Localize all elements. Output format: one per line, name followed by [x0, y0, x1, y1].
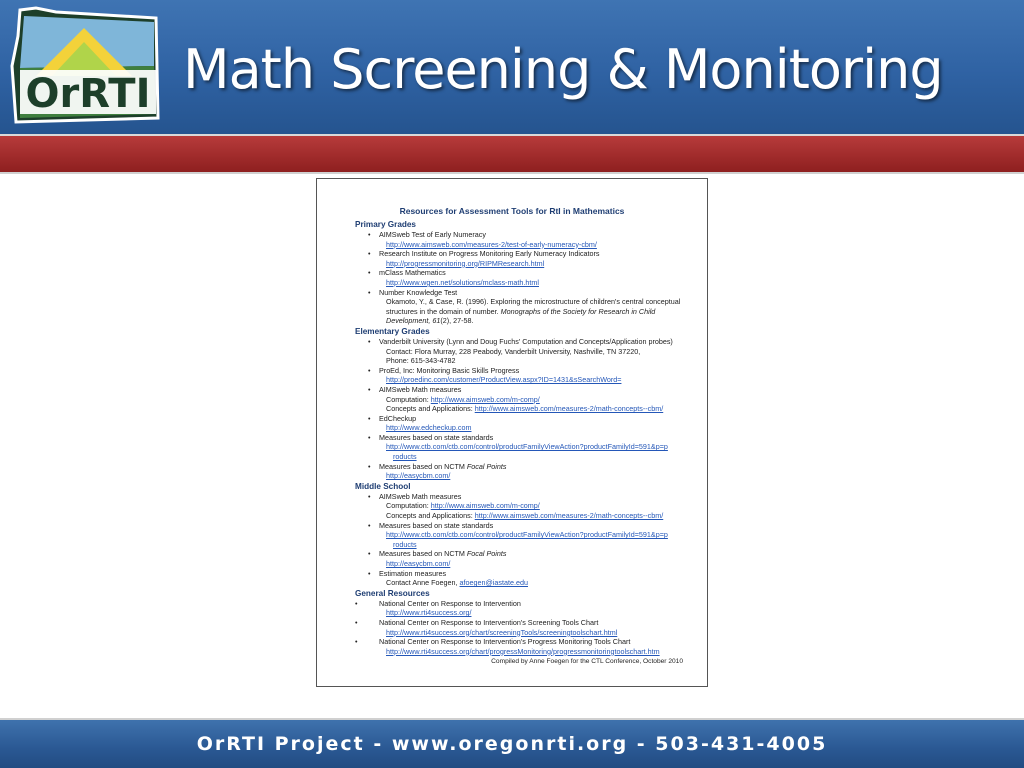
credit-line: Compiled by Anne Foegen for the CTL Conference, October 2010 [491, 658, 683, 666]
list-item: • Measures based on state standards [355, 521, 695, 531]
list-item: • AIMSweb Test of Early Numeracy [355, 230, 695, 240]
citation-line: structures in the domain of number. Monographs of the Society for Research in Child [386, 306, 656, 316]
resource-link[interactable]: http://www.edcheckup.com [386, 423, 472, 433]
list-item: • Measures based on NCTM Focal Points [355, 462, 695, 472]
resource-link[interactable]: http://www.aimsweb.com/m-comp/ [430, 394, 540, 404]
computation-line: Computation: http://www.aimsweb.com/m-comp/ [386, 501, 540, 511]
list-item: • National Center on Response to Intervention's Screening Tools Chart [355, 618, 695, 628]
footer-text: OrRTI Project - www.oregonrti.org - 503-431-4005 [196, 733, 828, 755]
slide-title: Math Screening & Monitoring [183, 38, 943, 101]
list-item: • EdCheckup [355, 414, 695, 424]
document-title: Resources for Assessment Tools for RtI in Mathematics [399, 206, 625, 216]
list-item: • National Center on Response to Intervention [355, 599, 695, 609]
citation-line: Okamoto, Y., & Case, R. (1996). Exploring the microstructure of children's central conceptual [386, 297, 681, 307]
section-heading-primary: Primary Grades [355, 220, 416, 229]
resource-link[interactable]: http://www.ctb.com/ctb.com/control/productFamilyViewAction?productFamilyId=591&p=p [386, 442, 668, 452]
logo-text: OrRTI [25, 71, 151, 117]
section-heading-general: General Resources [355, 588, 430, 598]
email-link[interactable]: afoegen@iastate.edu [459, 578, 528, 588]
orrti-logo [6, 6, 166, 128]
general-list [355, 599, 695, 657]
footer-bar [0, 718, 1024, 768]
resource-link[interactable]: http://proedinc.com/customer/ProductView.aspx?ID=1431&sSearchWord= [386, 375, 622, 385]
list-item: • Vanderbilt University (Lynn and Doug Fuchs' Computation and Concepts/Application probes) [355, 337, 695, 347]
section-heading-elementary: Elementary Grades [355, 326, 430, 336]
list-item: • AIMSweb Math measures [355, 385, 695, 395]
list-item: • Measures based on NCTM Focal Points [355, 549, 695, 559]
list-item: • mClass Mathematics [355, 268, 695, 278]
resource-link[interactable]: http://www.aimsweb.com/measures-2/math-concepts--cbm/ [474, 511, 664, 521]
phone-line: Phone: 615-343-4782 [386, 356, 456, 366]
resource-link[interactable]: http://www.rti4success.org/ [386, 608, 472, 618]
list-item: • Research Institute on Progress Monitoring Early Numeracy Indicators [355, 249, 695, 259]
concepts-line: Concepts and Applications: http://www.aimsweb.com/measures-2/math-concepts--cbm/ [386, 404, 664, 414]
list-item: • ProEd, Inc: Monitoring Basic Skills Progress [355, 366, 695, 376]
contact-line: Contact: Flora Murray, 228 Peabody, Vanderbilt University, Nashville, TN 37220, [386, 346, 641, 356]
resource-link[interactable]: http://easycbm.com/ [386, 559, 451, 568]
computation-line: Computation: http://www.aimsweb.com/m-comp/ [386, 394, 540, 404]
list-item: • National Center on Response to Intervention's Progress Monitoring Tools Chart [355, 637, 695, 647]
concepts-line: Concepts and Applications: http://www.aimsweb.com/measures-2/math-concepts--cbm/ [386, 511, 664, 521]
document-body [355, 219, 695, 667]
resource-link[interactable]: http://www.wgen.net/solutions/mclass-math.html [386, 277, 539, 287]
resource-link[interactable]: http://www.aimsweb.com/measures-2/test-of-early-numeracy-cbm/ [386, 239, 597, 249]
contact-line: Contact Anne Foegen, afoegen@iastate.edu [386, 578, 528, 588]
resource-document [316, 178, 708, 687]
citation-line: Development, 61(2), 27-58. [386, 316, 474, 326]
resource-link[interactable]: roducts [393, 452, 417, 462]
list-item: • Measures based on state standards [355, 433, 695, 443]
accent-band [0, 134, 1024, 174]
list-item: • Number Knowledge Test [355, 288, 695, 298]
list-item: • Estimation measures [355, 569, 695, 579]
resource-link[interactable]: http://www.rti4success.org/chart/progressMonitoring/progressmonitoringtoolschart.htm [386, 646, 660, 656]
resource-link[interactable]: http://www.rti4success.org/chart/screeningTools/screeningtoolschart.html [386, 627, 618, 637]
list-item: • AIMSweb Math measures [355, 492, 695, 502]
resource-link[interactable]: http://www.ctb.com/ctb.com/control/productFamilyViewAction?productFamilyId=591&p=p [386, 530, 668, 540]
resource-link[interactable]: roducts [393, 539, 417, 549]
resource-link[interactable]: http://progressmonitoring.org/RIPMResearch.html [386, 258, 545, 268]
resource-link[interactable]: http://www.aimsweb.com/measures-2/math-concepts--cbm/ [474, 404, 664, 414]
resource-link[interactable]: http://www.aimsweb.com/m-comp/ [430, 501, 540, 511]
resource-link[interactable]: http://easycbm.com/ [386, 471, 451, 481]
section-heading-middle: Middle School [355, 481, 411, 491]
